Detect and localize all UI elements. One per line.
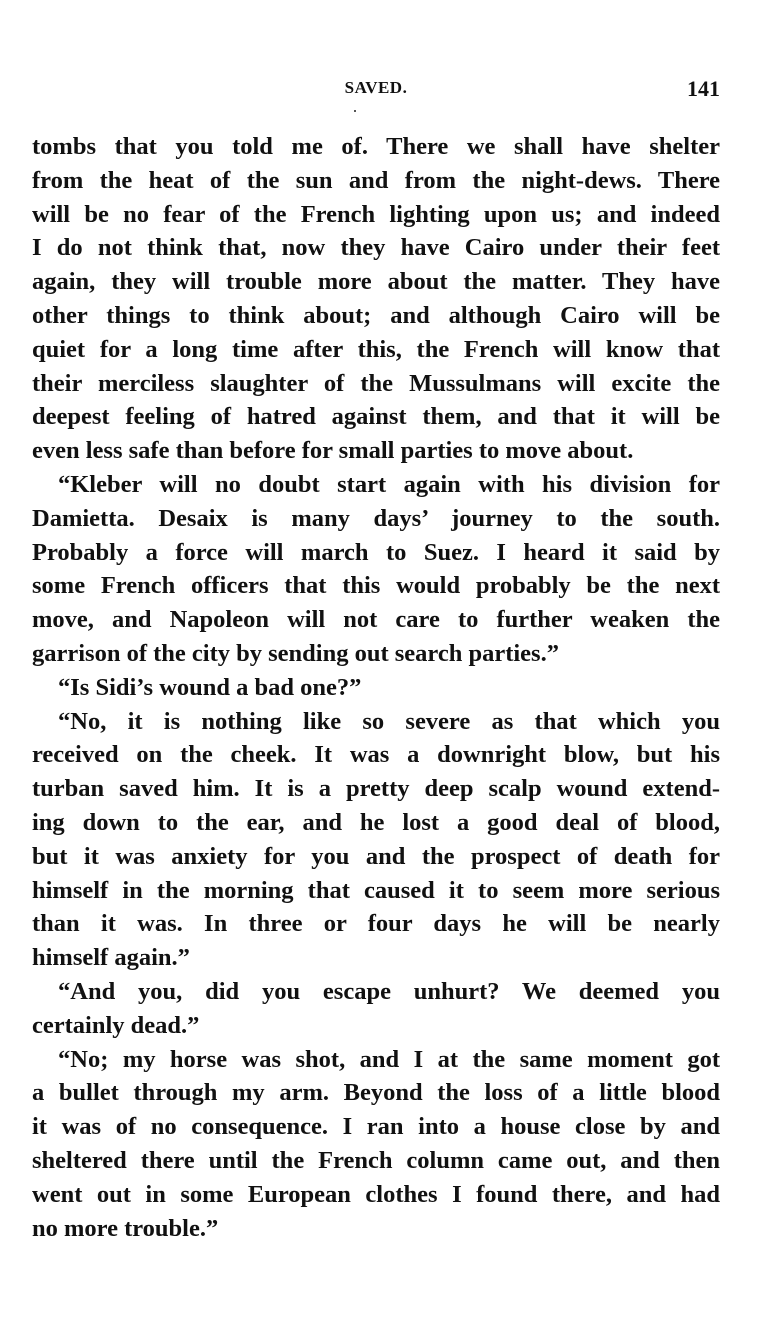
text-line: deepest feeling of hatred against them, and that it will be [32, 403, 720, 431]
text-line: a bullet through my arm. Beyond the loss of a little blood [32, 1079, 720, 1107]
text-line: himself again.” [32, 944, 190, 972]
text-line: “No; my horse was shot, and I at the same moment got [58, 1045, 720, 1073]
header-dot-mark [354, 110, 356, 112]
text-line: tombs that you told me of. There we shall have shelter [32, 133, 720, 160]
running-title: SAVED. [344, 78, 408, 97]
text-line: will be no fear of the French lighting upon us; and indeed [32, 200, 720, 228]
text-line: even less safe than before for small parties to move about. [32, 437, 634, 465]
book-page [32, 78, 720, 1245]
text-line: again, they will trouble more about the matter. They have [32, 268, 720, 296]
text-line: some French officers that this would probably be the next [32, 572, 720, 600]
text-line: quiet for a long time after this, the French will know that [32, 335, 720, 363]
text-line: other things to think about; and although Cairo will be [32, 301, 720, 329]
text-line: sheltered there until the French column came out, and then [32, 1146, 720, 1174]
text-line: no more trouble.” [32, 1214, 219, 1242]
text-line: their merciless slaughter of the Mussulmans will excite the [32, 369, 720, 397]
text-line: went out in some European clothes I found there, and had [32, 1180, 720, 1208]
text-line: than it was. In three or four days he will be nearly [32, 910, 720, 938]
text-line: turban saved him. It is a pretty deep scalp wound extend- [32, 775, 720, 803]
text-line: “Is Sidi’s wound a bad one?” [58, 673, 362, 701]
text-line: Probably a force will march to Suez. I heard it said by [32, 538, 720, 566]
text-line: but it was anxiety for you and the prospect of death for [32, 842, 720, 870]
body-text [32, 130, 720, 1245]
text-line: received on the cheek. It was a downright blow, but his [32, 741, 720, 769]
text-line: “Kleber will no doubt start again with his division for [58, 470, 720, 498]
text-line: garrison of the city by sending out search parties.” [32, 639, 559, 667]
text-line: it was of no consequence. I ran into a house close by and [32, 1113, 720, 1141]
text-line: certainly dead.” [32, 1011, 200, 1039]
text-line: “No, it is nothing like so severe as that which you [58, 707, 720, 735]
page-number: 141 [687, 76, 720, 101]
text-line: “And you, did you escape unhurt? We deemed you [58, 977, 720, 1005]
text-line: from the heat of the sun and from the night-dews. There [32, 166, 720, 194]
text-line: ing down to the ear, and he lost a good deal of blood, [32, 808, 720, 836]
running-head [32, 78, 720, 108]
text-line: move, and Napoleon will not care to further weaken the [32, 606, 720, 634]
text-line: Damietta. Desaix is many days’ journey to the south. [32, 504, 720, 532]
text-line: I do not think that, now they have Cairo under their feet [32, 234, 720, 262]
text-line: himself in the morning that caused it to seem more serious [32, 876, 720, 904]
